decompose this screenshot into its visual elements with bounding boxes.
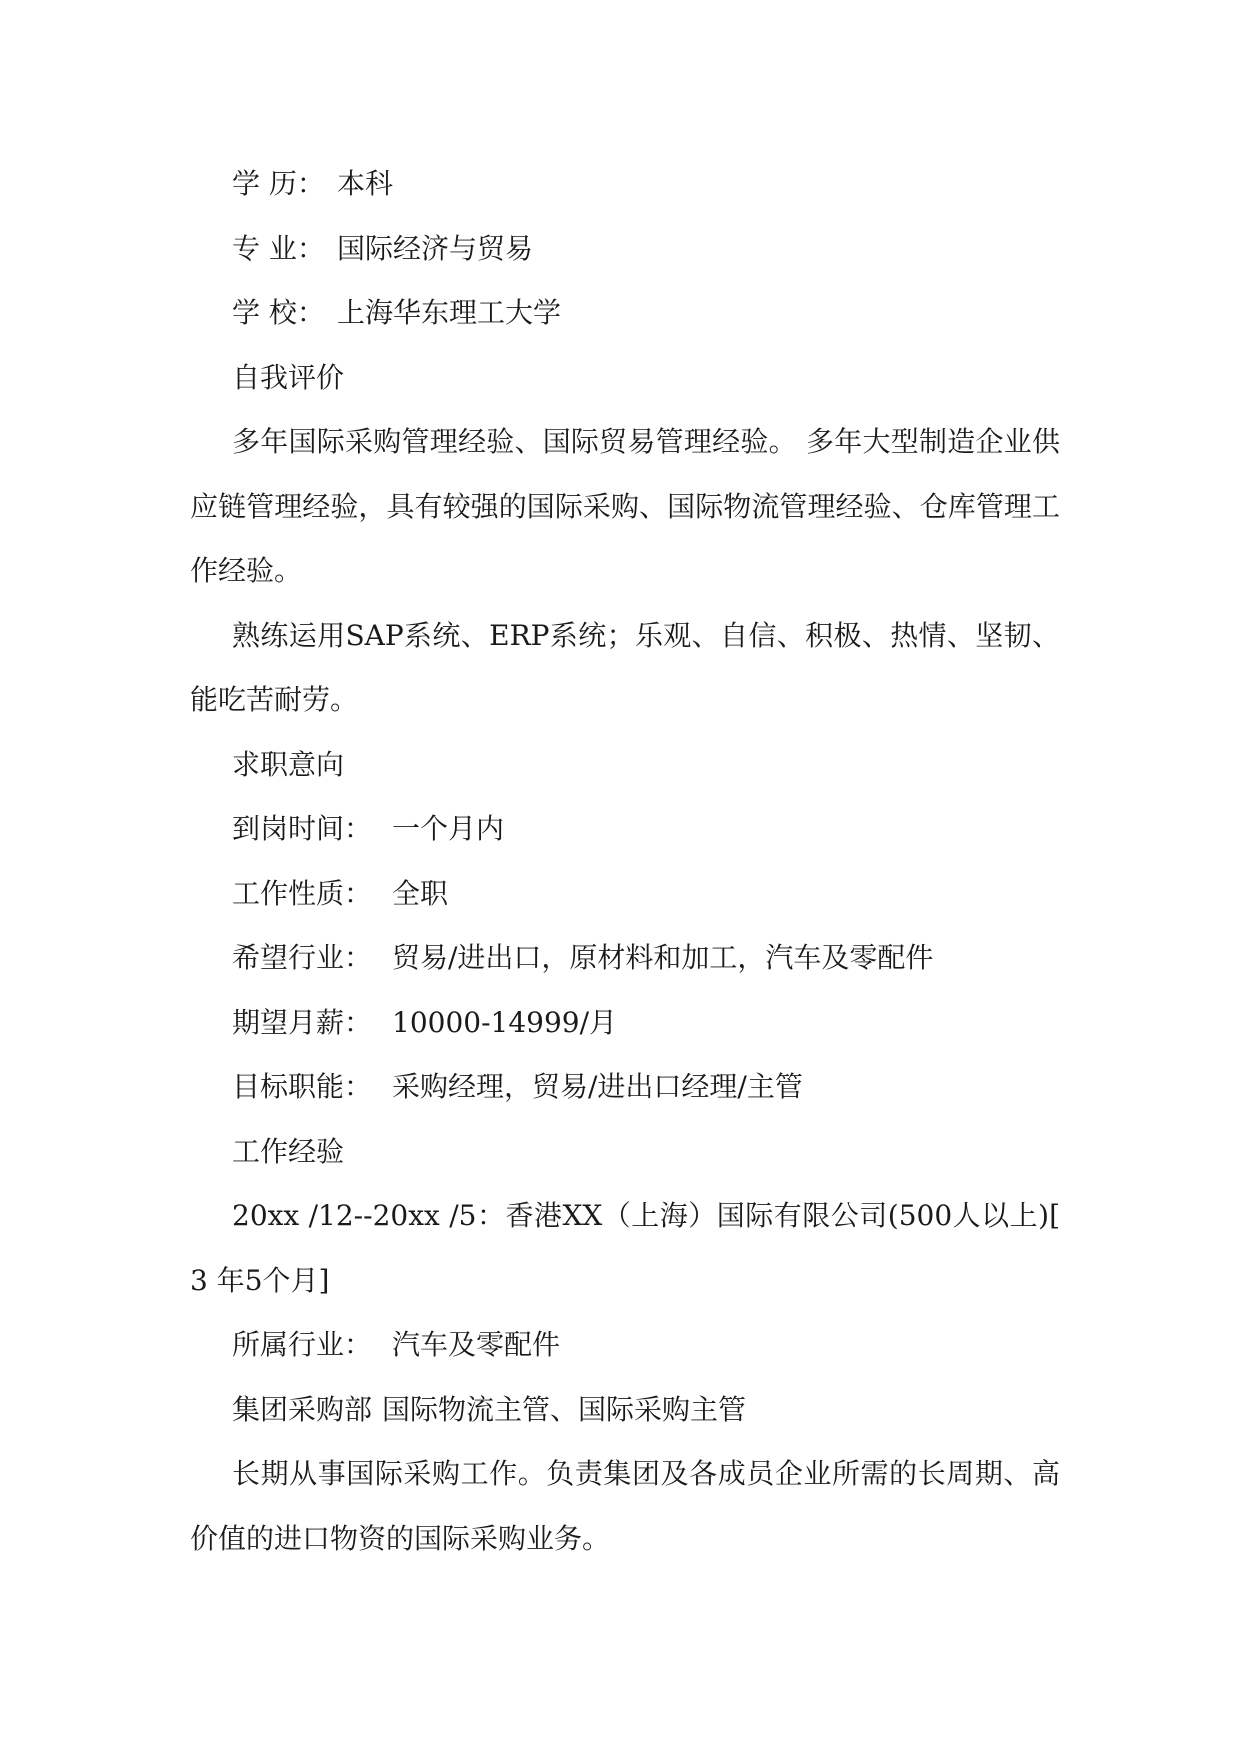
department: 集团采购部 — [232, 1392, 373, 1426]
expected-salary-label: 期望月薪： — [232, 1005, 373, 1039]
desired-industry-row — [190, 926, 1060, 991]
school-row — [190, 281, 1060, 346]
expected-salary-value: 10000-14999/月 — [392, 1005, 618, 1039]
skills-paragraph: 熟练运用SAP系统、ERP系统；乐观、自信、积极、热情、坚韧、能吃苦耐劳。 — [190, 618, 1060, 716]
experience-entry: 20xx /12--20xx /5：香港XX（上海）国际有限公司(500人以上)[ 3 年5个月] — [190, 1199, 1060, 1297]
resume-content — [190, 152, 1060, 1571]
major-value: 国际经济与贸易 — [337, 231, 534, 265]
school-value: 上海华东理工大学 — [337, 296, 562, 329]
department-position-row — [190, 1378, 1060, 1443]
desired-industry-label: 希望行业： — [232, 941, 373, 974]
degree-row — [190, 152, 1060, 217]
arrival-time-row — [190, 797, 1060, 862]
arrival-time-label: 到岗时间： — [232, 812, 373, 845]
job-description: 长期从事国际采购工作。负责集团及各成员企业所需的长周期、高价值的进口物资的国际采购业务。 — [190, 1457, 1060, 1555]
degree-label: 学 历： — [232, 167, 325, 200]
company-industry-label: 所属行业： — [232, 1328, 373, 1361]
position: 国际物流主管、国际采购主管 — [382, 1392, 747, 1426]
company-industry-row — [190, 1313, 1060, 1378]
arrival-time-value: 一个月内 — [392, 812, 505, 845]
job-type-row — [190, 862, 1060, 927]
target-function-value: 采购经理，贸易/进出口经理/主管 — [392, 1070, 803, 1103]
self-evaluation-paragraph: 多年国际采购管理经验、国际贸易管理经验。 多年大型制造企业供应链管理经验，具有较强的国际采购、国际物流管理经验、仓库管理工作经验。 — [190, 425, 1060, 587]
job-type-label: 工作性质： — [232, 876, 373, 910]
desired-industry-value: 贸易/进出口，原材料和加工，汽车及零配件 — [392, 941, 934, 974]
job-type-value: 全职 — [392, 876, 449, 910]
major-row — [190, 217, 1060, 282]
company-industry-value: 汽车及零配件 — [392, 1328, 561, 1361]
self-evaluation-heading: 自我评价 — [232, 360, 345, 394]
major-label: 专 业： — [232, 231, 325, 265]
job-intention-heading: 求职意向 — [232, 747, 345, 781]
work-experience-heading: 工作经验 — [232, 1134, 345, 1168]
school-label: 学 校： — [232, 296, 325, 329]
target-function-label: 目标职能： — [232, 1070, 373, 1103]
target-function-row — [190, 1055, 1060, 1120]
degree-value: 本科 — [337, 167, 394, 200]
expected-salary-row — [190, 991, 1060, 1056]
